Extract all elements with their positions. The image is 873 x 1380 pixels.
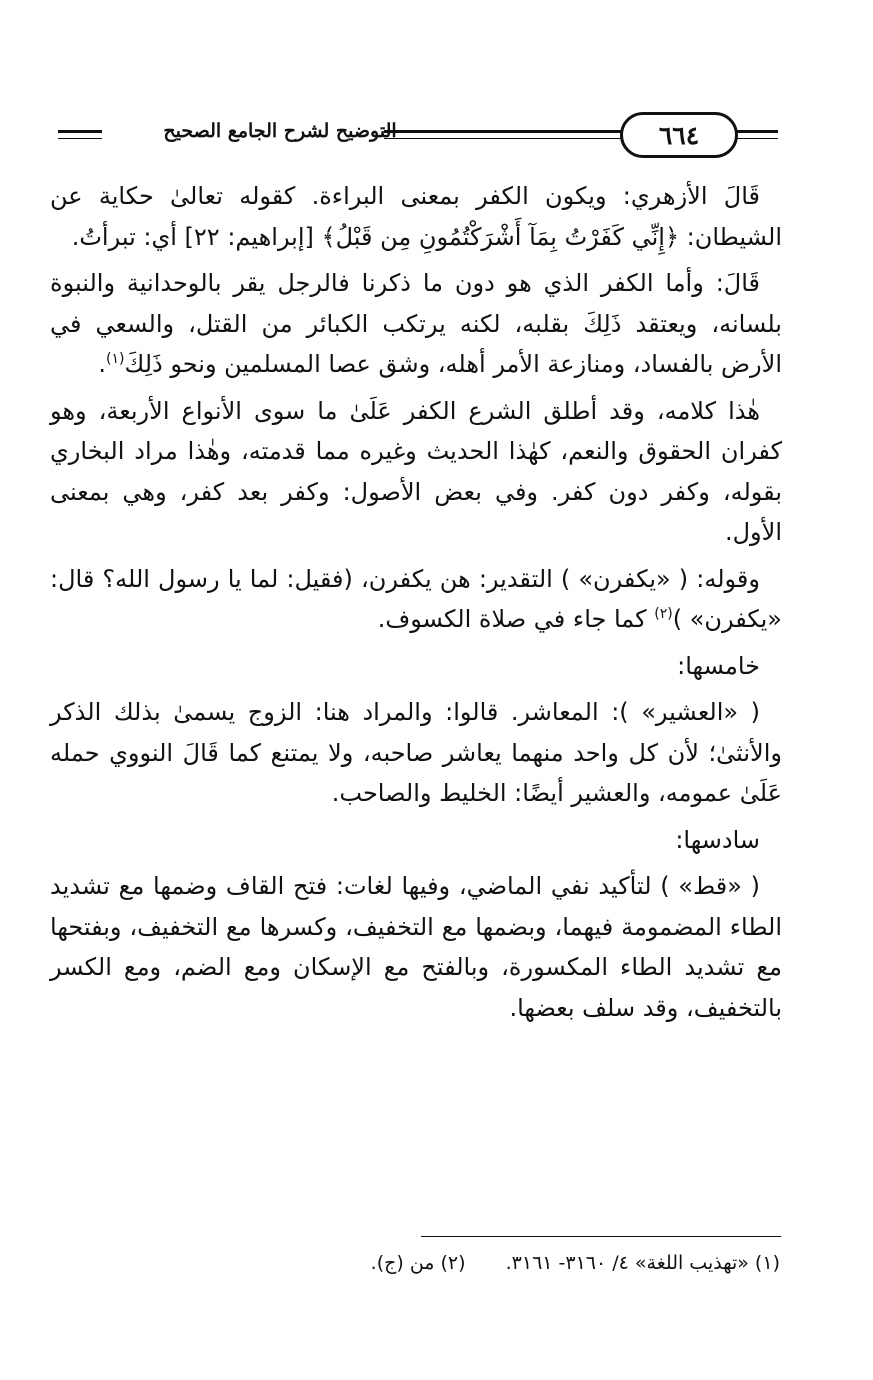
paragraph-commentary bbox=[50, 391, 782, 553]
header-rule-left-top bbox=[58, 130, 102, 133]
header-rule-left-bottom bbox=[58, 138, 102, 139]
paragraph-text: ( «العشير» ): المعاشر. قالوا: والمراد هنا: الزوج يسمىٰ بذلك الذكر والأنثىٰ؛ لأن كل واحد منهما يعاشر صاحبه، ولا يمتنع كما قَالَ النووي حمله عَلَىٰ عمومه، والعشير أيضًا: الخليط والصاحب. bbox=[50, 698, 782, 807]
paragraph-yakfurna bbox=[50, 559, 782, 640]
heading-text: سادسها: bbox=[675, 825, 760, 854]
paragraph-ashir bbox=[50, 692, 782, 814]
header-rule-right-bottom bbox=[734, 138, 778, 139]
paragraph-text: ( «قط» ) لتأكيد نفي الماضي، وفيها لغات: فتح القاف وضمها مع تشديد الطاء المضمومة فيهما، وبضمها مع التخفيف، وكسرها مع التخفيف، وبفتحها مع تشديد الطاء المكسورة، وبالفتح مع الإسكان ومع الضم، ومع الكسر بالتخفيف، وقد سلف بعضها. bbox=[50, 872, 782, 1022]
footnote-separator bbox=[421, 1236, 781, 1237]
footnote-2: (٢) من (ج). bbox=[370, 1252, 466, 1274]
page-header bbox=[58, 112, 778, 164]
footnote-marker: (١) bbox=[106, 351, 125, 367]
header-rule-right-top bbox=[734, 130, 778, 133]
paragraph-text: قَالَ الأزهري: ويكون الكفر بمعنى البراءة. كقوله تعالىٰ حكاية عن الشيطان: ﴿إِنِّي كَفَرْتُ بِمَآ أَشْرَكْتُمُونِ مِن قَبْلُ﴾ [إبراهيم: ٢٢] أي: تبرأتُ. bbox=[50, 182, 782, 251]
paragraph-text: وقوله: ( «يكفرن» ) التقدير: هن يكفرن، (فقيل: لما يا رسول الله؟ قال: «يكفرن» ) bbox=[50, 564, 782, 633]
heading-text: خامسها: bbox=[677, 651, 760, 680]
section-heading-fifth bbox=[50, 646, 782, 687]
paragraph-text: هٰذا كلامه، وقد أطلق الشرع الكفر عَلَىٰ ما سوى الأنواع الأربعة، وهو كفران الحقوق والنعم، كهٰذا الحديث وغيره مما قدمته، وهٰذا مراد البخاري بقوله، وكفر دون كفر. وفي بعض الأصول: وكفر بعد كفر، وهي بمعنى الأول. bbox=[50, 396, 782, 546]
section-heading-sixth bbox=[50, 820, 782, 861]
paragraph-qatt bbox=[50, 866, 782, 1028]
paragraph-text: قَالَ: وأما الكفر الذي هو دون ما ذكرنا فالرجل يقر بالوحدانية والنبوة بلسانه، ويعتقد ذَلِكَ بقلبه، لكنه يرتكب الكبائر من القتل، والسعي في الأرض بالفساد، ومنازعة الأمر أهله، وشق عصا المسلمين ونحو ذَلِكَ bbox=[50, 269, 782, 378]
footnotes bbox=[180, 1252, 780, 1274]
paragraph-tail: كما جاء في صلاة الكسوف. bbox=[377, 605, 655, 633]
paragraph-lesser-kufr bbox=[50, 263, 782, 385]
paragraph-azhari bbox=[50, 176, 782, 257]
page-number: ٦٦٤ bbox=[620, 112, 738, 158]
footnote-1: (١) «تهذيب اللغة» ٤/ ٣١٦٠- ٣١٦١. bbox=[505, 1252, 780, 1274]
footnote-marker: (٢) bbox=[654, 606, 673, 622]
paragraph-tail: . bbox=[98, 350, 107, 378]
running-title: التوضيح لشرح الجامع الصحيح bbox=[163, 120, 397, 142]
main-text bbox=[50, 176, 782, 1034]
